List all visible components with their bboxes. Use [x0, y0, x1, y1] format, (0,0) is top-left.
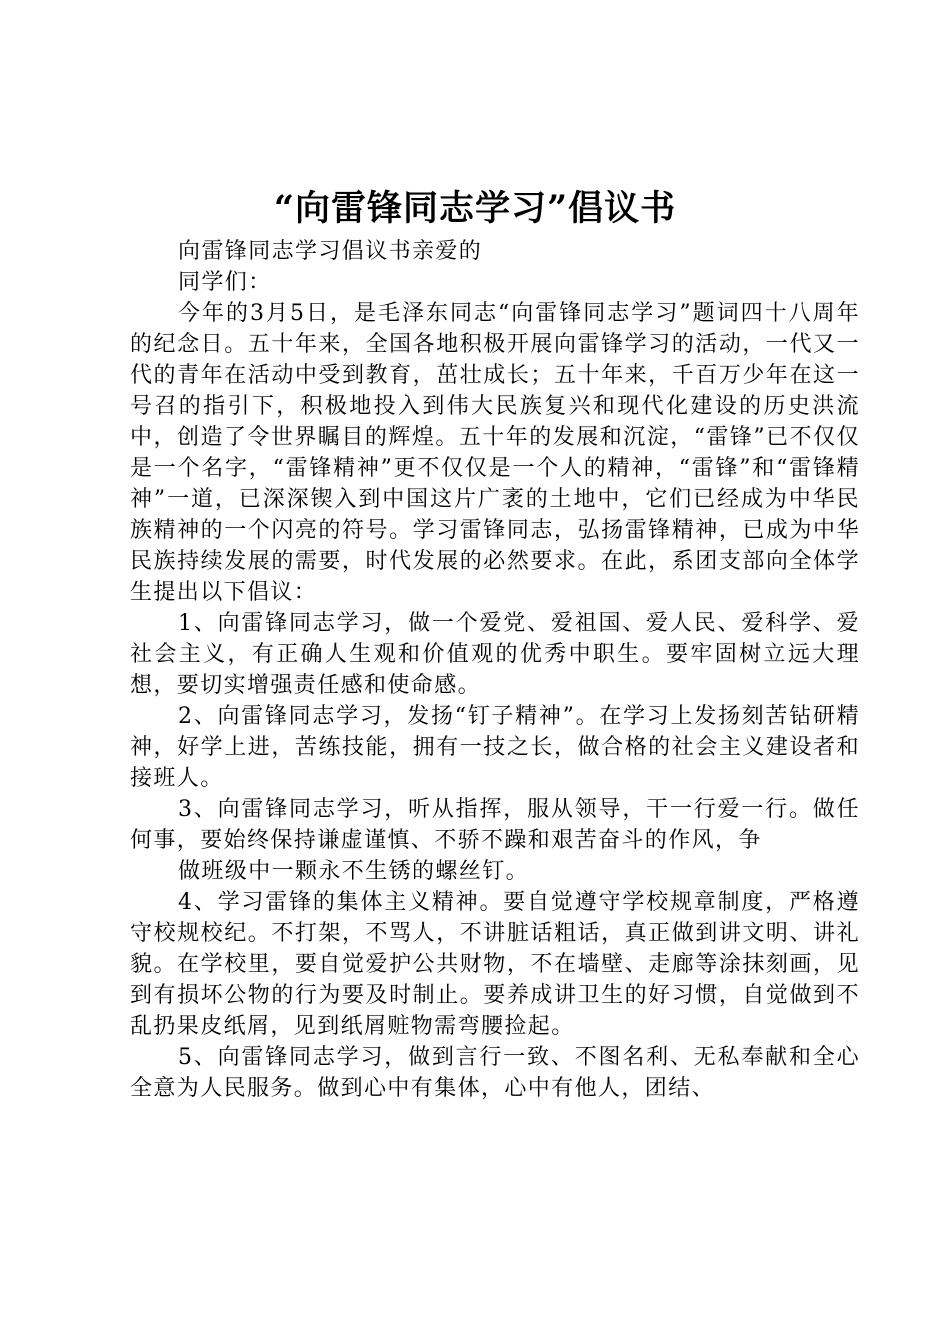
proposal-3-continuation: 做班级中一颗永不生锈的螺丝钉。 [178, 859, 530, 884]
proposal-5-paragraph: 5、向雷锋同志学习，做到言行一致、不图名利、无私奉献和全心全意为人民服务。做到心中有集体，心中有他人，团结、 [130, 1045, 860, 1101]
document-body [130, 236, 860, 1104]
proposal-2-paragraph: 2、向雷锋同志学习，发扬“钉子精神”。在学习上发扬刻苦钻研精神，好学上进，苦练技能，拥有一技之长，做合格的社会主义建设者和接班人。 [130, 704, 860, 791]
document-title: “向雷锋同志学习”倡议书 [273, 188, 677, 229]
proposal-3-paragraph: 3、向雷锋同志学习，听从指挥，服从领导，干一行爱一行。做任何事，要始终保持谦虚谨慎、不骄不躁和艰苦奋斗的作风，争 [130, 797, 860, 853]
salutation-line-2: 同学们： [178, 270, 272, 295]
proposal-4-paragraph: 4、学习雷锋的集体主义精神。要自觉遵守学校规章制度，严格遵守校规校纪。不打架，不骂人，不讲脏话粗话，真正做到讲文明、讲礼貌。在学校里，要自觉爱护公共财物，不在墙壁、走廊等涂抹刻画，见到有损坏公物的行为要及时制止。要养成讲卫生的好习惯，自觉做到不乱扔果皮纸屑，见到纸屑赃物需弯腰捡起。 [130, 890, 860, 1039]
salutation-line-1: 向雷锋同志学习倡议书亲爱的 [178, 239, 483, 264]
intro-paragraph: 今年的3月5日，是毛泽东同志“向雷锋同志学习”题词四十八周年的纪念日。五十年来，全国各地积极开展向雷锋学习的活动，一代又一代的青年在活动中受到教育，茁壮成长；五十年来，千百万少年在这一号召的指引下，积极地投入到伟大民族复兴和现代化建设的历史洪流中，创造了令世界瞩目的辉煌。五十年的发展和沉淀，“雷锋”已不仅仅是一个名字，“雷锋精神”更不仅仅是一个人的精神，“雷锋”和“雷锋精神”一道，已深深锲入到中国这片广袤的土地中，它们已经成为中华民族精神的一个闪亮的符号。学习雷锋同志，弘扬雷锋精神，已成为中华民族持续发展的需要，时代发展的必然要求。在此，系团支部向全体学生提出以下倡议： [130, 301, 860, 605]
proposal-1-paragraph: 1、向雷锋同志学习，做一个爱党、爱祖国、爱人民、爱科学、爱社会主义，有正确人生观和价值观的优秀中职生。要牢固树立远大理想，要切实增强责任感和使命感。 [130, 611, 860, 698]
